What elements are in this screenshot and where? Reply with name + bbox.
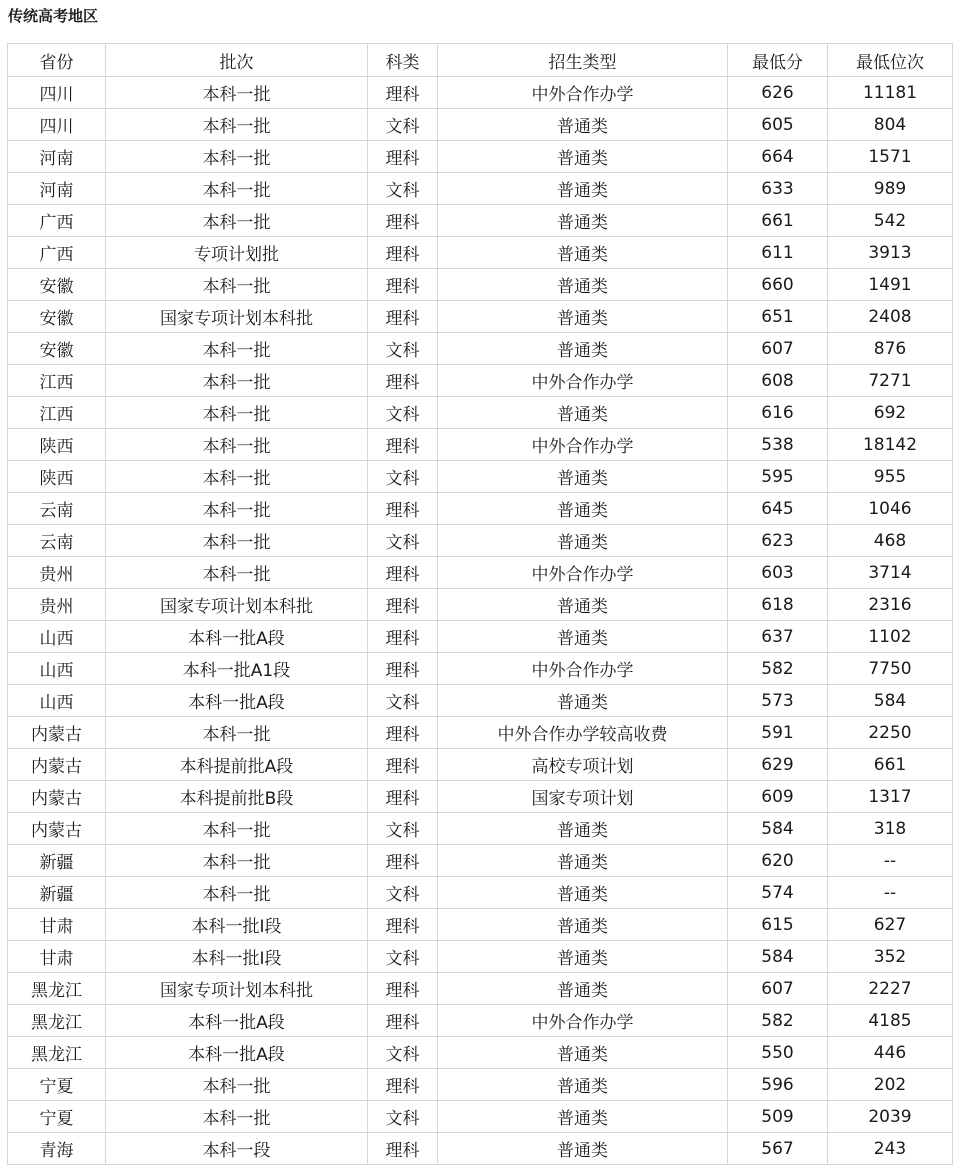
min-rank-cell: 4185 — [828, 1005, 953, 1037]
admission-type-cell: 普通类 — [438, 1101, 728, 1133]
min-rank-cell: 955 — [828, 461, 953, 493]
admission-type-cell: 普通类 — [438, 109, 728, 141]
table-row — [8, 589, 953, 621]
table-row — [8, 973, 953, 1005]
subject-cell: 理科 — [368, 557, 438, 589]
min-rank-cell: 2250 — [828, 717, 953, 749]
province-cell: 黑龙江 — [8, 1037, 106, 1069]
table-row — [8, 237, 953, 269]
min-rank-cell: 692 — [828, 397, 953, 429]
province-cell: 四川 — [8, 77, 106, 109]
province-cell: 新疆 — [8, 877, 106, 909]
admission-type-cell: 普通类 — [438, 621, 728, 653]
subject-cell: 文科 — [368, 1037, 438, 1069]
min-score-cell: 651 — [728, 301, 828, 333]
subject-cell: 理科 — [368, 749, 438, 781]
min-rank-cell: 446 — [828, 1037, 953, 1069]
admission-type-cell: 中外合作办学 — [438, 1005, 728, 1037]
admission-type-cell: 普通类 — [438, 813, 728, 845]
subject-cell: 理科 — [368, 621, 438, 653]
batch-cell: 本科一批A段 — [106, 1037, 368, 1069]
min-score-cell: 574 — [728, 877, 828, 909]
province-cell: 宁夏 — [8, 1101, 106, 1133]
subject-cell: 理科 — [368, 973, 438, 1005]
province-cell: 黑龙江 — [8, 973, 106, 1005]
admission-type-cell: 国家专项计划 — [438, 781, 728, 813]
subject-cell: 理科 — [368, 1005, 438, 1037]
batch-cell: 本科一批 — [106, 717, 368, 749]
min-score-cell: 603 — [728, 557, 828, 589]
min-score-cell: 567 — [728, 1133, 828, 1165]
province-cell: 四川 — [8, 109, 106, 141]
batch-cell: 本科提前批A段 — [106, 749, 368, 781]
batch-cell: 本科一段 — [106, 1133, 368, 1165]
province-cell: 甘肃 — [8, 941, 106, 973]
table-row — [8, 109, 953, 141]
batch-cell: 本科一批 — [106, 365, 368, 397]
table-row — [8, 269, 953, 301]
min-score-cell: 620 — [728, 845, 828, 877]
admission-type-cell: 普通类 — [438, 461, 728, 493]
header-batch: 批次 — [106, 44, 368, 77]
province-cell: 甘肃 — [8, 909, 106, 941]
admission-type-cell: 普通类 — [438, 301, 728, 333]
batch-cell: 本科提前批B段 — [106, 781, 368, 813]
admission-type-cell: 普通类 — [438, 1133, 728, 1165]
min-score-cell: 584 — [728, 941, 828, 973]
admission-type-cell: 普通类 — [438, 845, 728, 877]
table-row — [8, 365, 953, 397]
subject-cell: 文科 — [368, 1101, 438, 1133]
min-rank-cell: 1046 — [828, 493, 953, 525]
min-score-cell: 509 — [728, 1101, 828, 1133]
province-cell: 安徽 — [8, 269, 106, 301]
province-cell: 安徽 — [8, 301, 106, 333]
header-min-rank: 最低位次 — [828, 44, 953, 77]
admission-type-cell: 普通类 — [438, 525, 728, 557]
admission-type-cell: 普通类 — [438, 141, 728, 173]
table-row — [8, 525, 953, 557]
batch-cell: 本科一批A段 — [106, 685, 368, 717]
min-rank-cell: 2039 — [828, 1101, 953, 1133]
min-rank-cell: 804 — [828, 109, 953, 141]
subject-cell: 理科 — [368, 909, 438, 941]
province-cell: 内蒙古 — [8, 717, 106, 749]
min-rank-cell: 3714 — [828, 557, 953, 589]
min-rank-cell: 1102 — [828, 621, 953, 653]
admission-type-cell: 普通类 — [438, 685, 728, 717]
min-score-cell: 605 — [728, 109, 828, 141]
min-score-cell: 550 — [728, 1037, 828, 1069]
table-row — [8, 653, 953, 685]
admission-type-cell: 普通类 — [438, 1037, 728, 1069]
subject-cell: 理科 — [368, 1069, 438, 1101]
province-cell: 内蒙古 — [8, 749, 106, 781]
table-row — [8, 141, 953, 173]
province-cell: 陕西 — [8, 461, 106, 493]
batch-cell: 本科一批 — [106, 205, 368, 237]
batch-cell: 本科一批A段 — [106, 621, 368, 653]
subject-cell: 文科 — [368, 685, 438, 717]
province-cell: 陕西 — [8, 429, 106, 461]
min-rank-cell: 876 — [828, 333, 953, 365]
min-score-cell: 582 — [728, 653, 828, 685]
table-row — [8, 717, 953, 749]
admission-type-cell: 普通类 — [438, 205, 728, 237]
table-row — [8, 1133, 953, 1165]
admission-type-cell: 普通类 — [438, 397, 728, 429]
min-score-cell: 623 — [728, 525, 828, 557]
batch-cell: 本科一批A段 — [106, 1005, 368, 1037]
province-cell: 江西 — [8, 397, 106, 429]
admission-type-cell: 中外合作办学 — [438, 77, 728, 109]
batch-cell: 本科一批 — [106, 77, 368, 109]
table-row — [8, 749, 953, 781]
admission-type-cell: 高校专项计划 — [438, 749, 728, 781]
subject-cell: 文科 — [368, 397, 438, 429]
min-rank-cell: 352 — [828, 941, 953, 973]
min-rank-cell: 1491 — [828, 269, 953, 301]
subject-cell: 文科 — [368, 333, 438, 365]
min-rank-cell: 2316 — [828, 589, 953, 621]
batch-cell: 本科一批 — [106, 109, 368, 141]
table-row — [8, 397, 953, 429]
header-admission-type: 招生类型 — [438, 44, 728, 77]
table-row — [8, 461, 953, 493]
min-score-cell: 645 — [728, 493, 828, 525]
admission-type-cell: 普通类 — [438, 941, 728, 973]
province-cell: 河南 — [8, 173, 106, 205]
min-rank-cell: 318 — [828, 813, 953, 845]
subject-cell: 理科 — [368, 845, 438, 877]
subject-cell: 理科 — [368, 77, 438, 109]
subject-cell: 理科 — [368, 237, 438, 269]
batch-cell: 本科一批 — [106, 173, 368, 205]
batch-cell: 本科一批 — [106, 877, 368, 909]
batch-cell: 本科一批 — [106, 461, 368, 493]
table-row — [8, 941, 953, 973]
batch-cell: 国家专项计划本科批 — [106, 973, 368, 1005]
admission-type-cell: 中外合作办学较高收费 — [438, 717, 728, 749]
subject-cell: 文科 — [368, 173, 438, 205]
min-score-cell: 607 — [728, 973, 828, 1005]
province-cell: 云南 — [8, 493, 106, 525]
min-score-cell: 664 — [728, 141, 828, 173]
admission-type-cell: 普通类 — [438, 909, 728, 941]
admission-type-cell: 普通类 — [438, 589, 728, 621]
admission-type-cell: 中外合作办学 — [438, 557, 728, 589]
province-cell: 内蒙古 — [8, 813, 106, 845]
subject-cell: 理科 — [368, 717, 438, 749]
table-row — [8, 845, 953, 877]
table-row — [8, 877, 953, 909]
admission-type-cell: 普通类 — [438, 173, 728, 205]
table-row — [8, 1101, 953, 1133]
admission-type-cell: 普通类 — [438, 269, 728, 301]
min-score-cell: 626 — [728, 77, 828, 109]
province-cell: 青海 — [8, 1133, 106, 1165]
table-body — [8, 77, 953, 1165]
min-score-cell: 611 — [728, 237, 828, 269]
province-cell: 江西 — [8, 365, 106, 397]
batch-cell: 本科一批 — [106, 269, 368, 301]
min-score-cell: 633 — [728, 173, 828, 205]
batch-cell: 本科一批 — [106, 141, 368, 173]
subject-cell: 理科 — [368, 589, 438, 621]
min-score-cell: 538 — [728, 429, 828, 461]
batch-cell: 本科一批 — [106, 493, 368, 525]
subject-cell: 理科 — [368, 493, 438, 525]
province-cell: 广西 — [8, 237, 106, 269]
batch-cell: 本科一批A1段 — [106, 653, 368, 685]
subject-cell: 文科 — [368, 461, 438, 493]
province-cell: 贵州 — [8, 589, 106, 621]
batch-cell: 本科一批I段 — [106, 909, 368, 941]
min-score-cell: 608 — [728, 365, 828, 397]
admission-type-cell: 普通类 — [438, 333, 728, 365]
province-cell: 安徽 — [8, 333, 106, 365]
min-score-cell: 637 — [728, 621, 828, 653]
min-score-cell: 661 — [728, 205, 828, 237]
min-score-cell: 584 — [728, 813, 828, 845]
province-cell: 山西 — [8, 653, 106, 685]
min-rank-cell: -- — [828, 877, 953, 909]
table-row — [8, 77, 953, 109]
admission-type-cell: 普通类 — [438, 973, 728, 1005]
table-row — [8, 205, 953, 237]
batch-cell: 国家专项计划本科批 — [106, 589, 368, 621]
min-rank-cell: 7750 — [828, 653, 953, 685]
min-rank-cell: 3913 — [828, 237, 953, 269]
min-score-cell: 609 — [728, 781, 828, 813]
subject-cell: 理科 — [368, 205, 438, 237]
min-score-cell: 591 — [728, 717, 828, 749]
admission-type-cell: 普通类 — [438, 493, 728, 525]
province-cell: 河南 — [8, 141, 106, 173]
table-row — [8, 621, 953, 653]
batch-cell: 本科一批 — [106, 1101, 368, 1133]
subject-cell: 理科 — [368, 1133, 438, 1165]
min-score-cell: 573 — [728, 685, 828, 717]
table-row — [8, 685, 953, 717]
table-row — [8, 557, 953, 589]
table-row — [8, 1069, 953, 1101]
header-min-score: 最低分 — [728, 44, 828, 77]
batch-cell: 本科一批 — [106, 525, 368, 557]
subject-cell: 文科 — [368, 109, 438, 141]
batch-cell: 专项计划批 — [106, 237, 368, 269]
province-cell: 黑龙江 — [8, 1005, 106, 1037]
subject-cell: 文科 — [368, 813, 438, 845]
min-rank-cell: 1571 — [828, 141, 953, 173]
batch-cell: 本科一批 — [106, 845, 368, 877]
min-score-cell: 582 — [728, 1005, 828, 1037]
province-cell: 贵州 — [8, 557, 106, 589]
page-title: 传统高考地区 — [8, 7, 99, 25]
min-rank-cell: 7271 — [828, 365, 953, 397]
min-score-cell: 607 — [728, 333, 828, 365]
min-rank-cell: 989 — [828, 173, 953, 205]
min-score-cell: 615 — [728, 909, 828, 941]
province-cell: 云南 — [8, 525, 106, 557]
subject-cell: 文科 — [368, 877, 438, 909]
min-rank-cell: 1317 — [828, 781, 953, 813]
batch-cell: 本科一批 — [106, 333, 368, 365]
admission-type-cell: 中外合作办学 — [438, 653, 728, 685]
min-rank-cell: 202 — [828, 1069, 953, 1101]
table-row — [8, 1005, 953, 1037]
table-row — [8, 301, 953, 333]
province-cell: 新疆 — [8, 845, 106, 877]
batch-cell: 本科一批 — [106, 397, 368, 429]
min-rank-cell: 468 — [828, 525, 953, 557]
batch-cell: 本科一批 — [106, 813, 368, 845]
min-score-cell: 596 — [728, 1069, 828, 1101]
table-row — [8, 173, 953, 205]
min-rank-cell: 2227 — [828, 973, 953, 1005]
min-rank-cell: 243 — [828, 1133, 953, 1165]
province-cell: 山西 — [8, 685, 106, 717]
table-row — [8, 493, 953, 525]
header-province: 省份 — [8, 44, 106, 77]
subject-cell: 理科 — [368, 269, 438, 301]
min-rank-cell: 627 — [828, 909, 953, 941]
subject-cell: 文科 — [368, 941, 438, 973]
batch-cell: 本科一批 — [106, 429, 368, 461]
province-cell: 内蒙古 — [8, 781, 106, 813]
subject-cell: 理科 — [368, 653, 438, 685]
table-row — [8, 813, 953, 845]
admission-type-cell: 普通类 — [438, 877, 728, 909]
min-rank-cell: -- — [828, 845, 953, 877]
subject-cell: 理科 — [368, 365, 438, 397]
province-cell: 广西 — [8, 205, 106, 237]
subject-cell: 文科 — [368, 525, 438, 557]
table-row — [8, 1037, 953, 1069]
admission-scores-table — [7, 43, 953, 1165]
subject-cell: 理科 — [368, 781, 438, 813]
min-score-cell: 595 — [728, 461, 828, 493]
subject-cell: 理科 — [368, 301, 438, 333]
min-rank-cell: 584 — [828, 685, 953, 717]
min-score-cell: 629 — [728, 749, 828, 781]
min-score-cell: 618 — [728, 589, 828, 621]
province-cell: 山西 — [8, 621, 106, 653]
table-row — [8, 429, 953, 461]
province-cell: 宁夏 — [8, 1069, 106, 1101]
admission-type-cell: 中外合作办学 — [438, 429, 728, 461]
min-score-cell: 660 — [728, 269, 828, 301]
min-rank-cell: 11181 — [828, 77, 953, 109]
min-rank-cell: 542 — [828, 205, 953, 237]
header-subject: 科类 — [368, 44, 438, 77]
batch-cell: 国家专项计划本科批 — [106, 301, 368, 333]
table-row — [8, 909, 953, 941]
admission-type-cell: 普通类 — [438, 237, 728, 269]
admission-type-cell: 中外合作办学 — [438, 365, 728, 397]
min-rank-cell: 18142 — [828, 429, 953, 461]
subject-cell: 理科 — [368, 141, 438, 173]
table-header-row — [8, 44, 953, 77]
admission-type-cell: 普通类 — [438, 1069, 728, 1101]
batch-cell: 本科一批I段 — [106, 941, 368, 973]
min-rank-cell: 2408 — [828, 301, 953, 333]
batch-cell: 本科一批 — [106, 1069, 368, 1101]
table-row — [8, 781, 953, 813]
min-rank-cell: 661 — [828, 749, 953, 781]
table-row — [8, 333, 953, 365]
batch-cell: 本科一批 — [106, 557, 368, 589]
min-score-cell: 616 — [728, 397, 828, 429]
subject-cell: 理科 — [368, 429, 438, 461]
